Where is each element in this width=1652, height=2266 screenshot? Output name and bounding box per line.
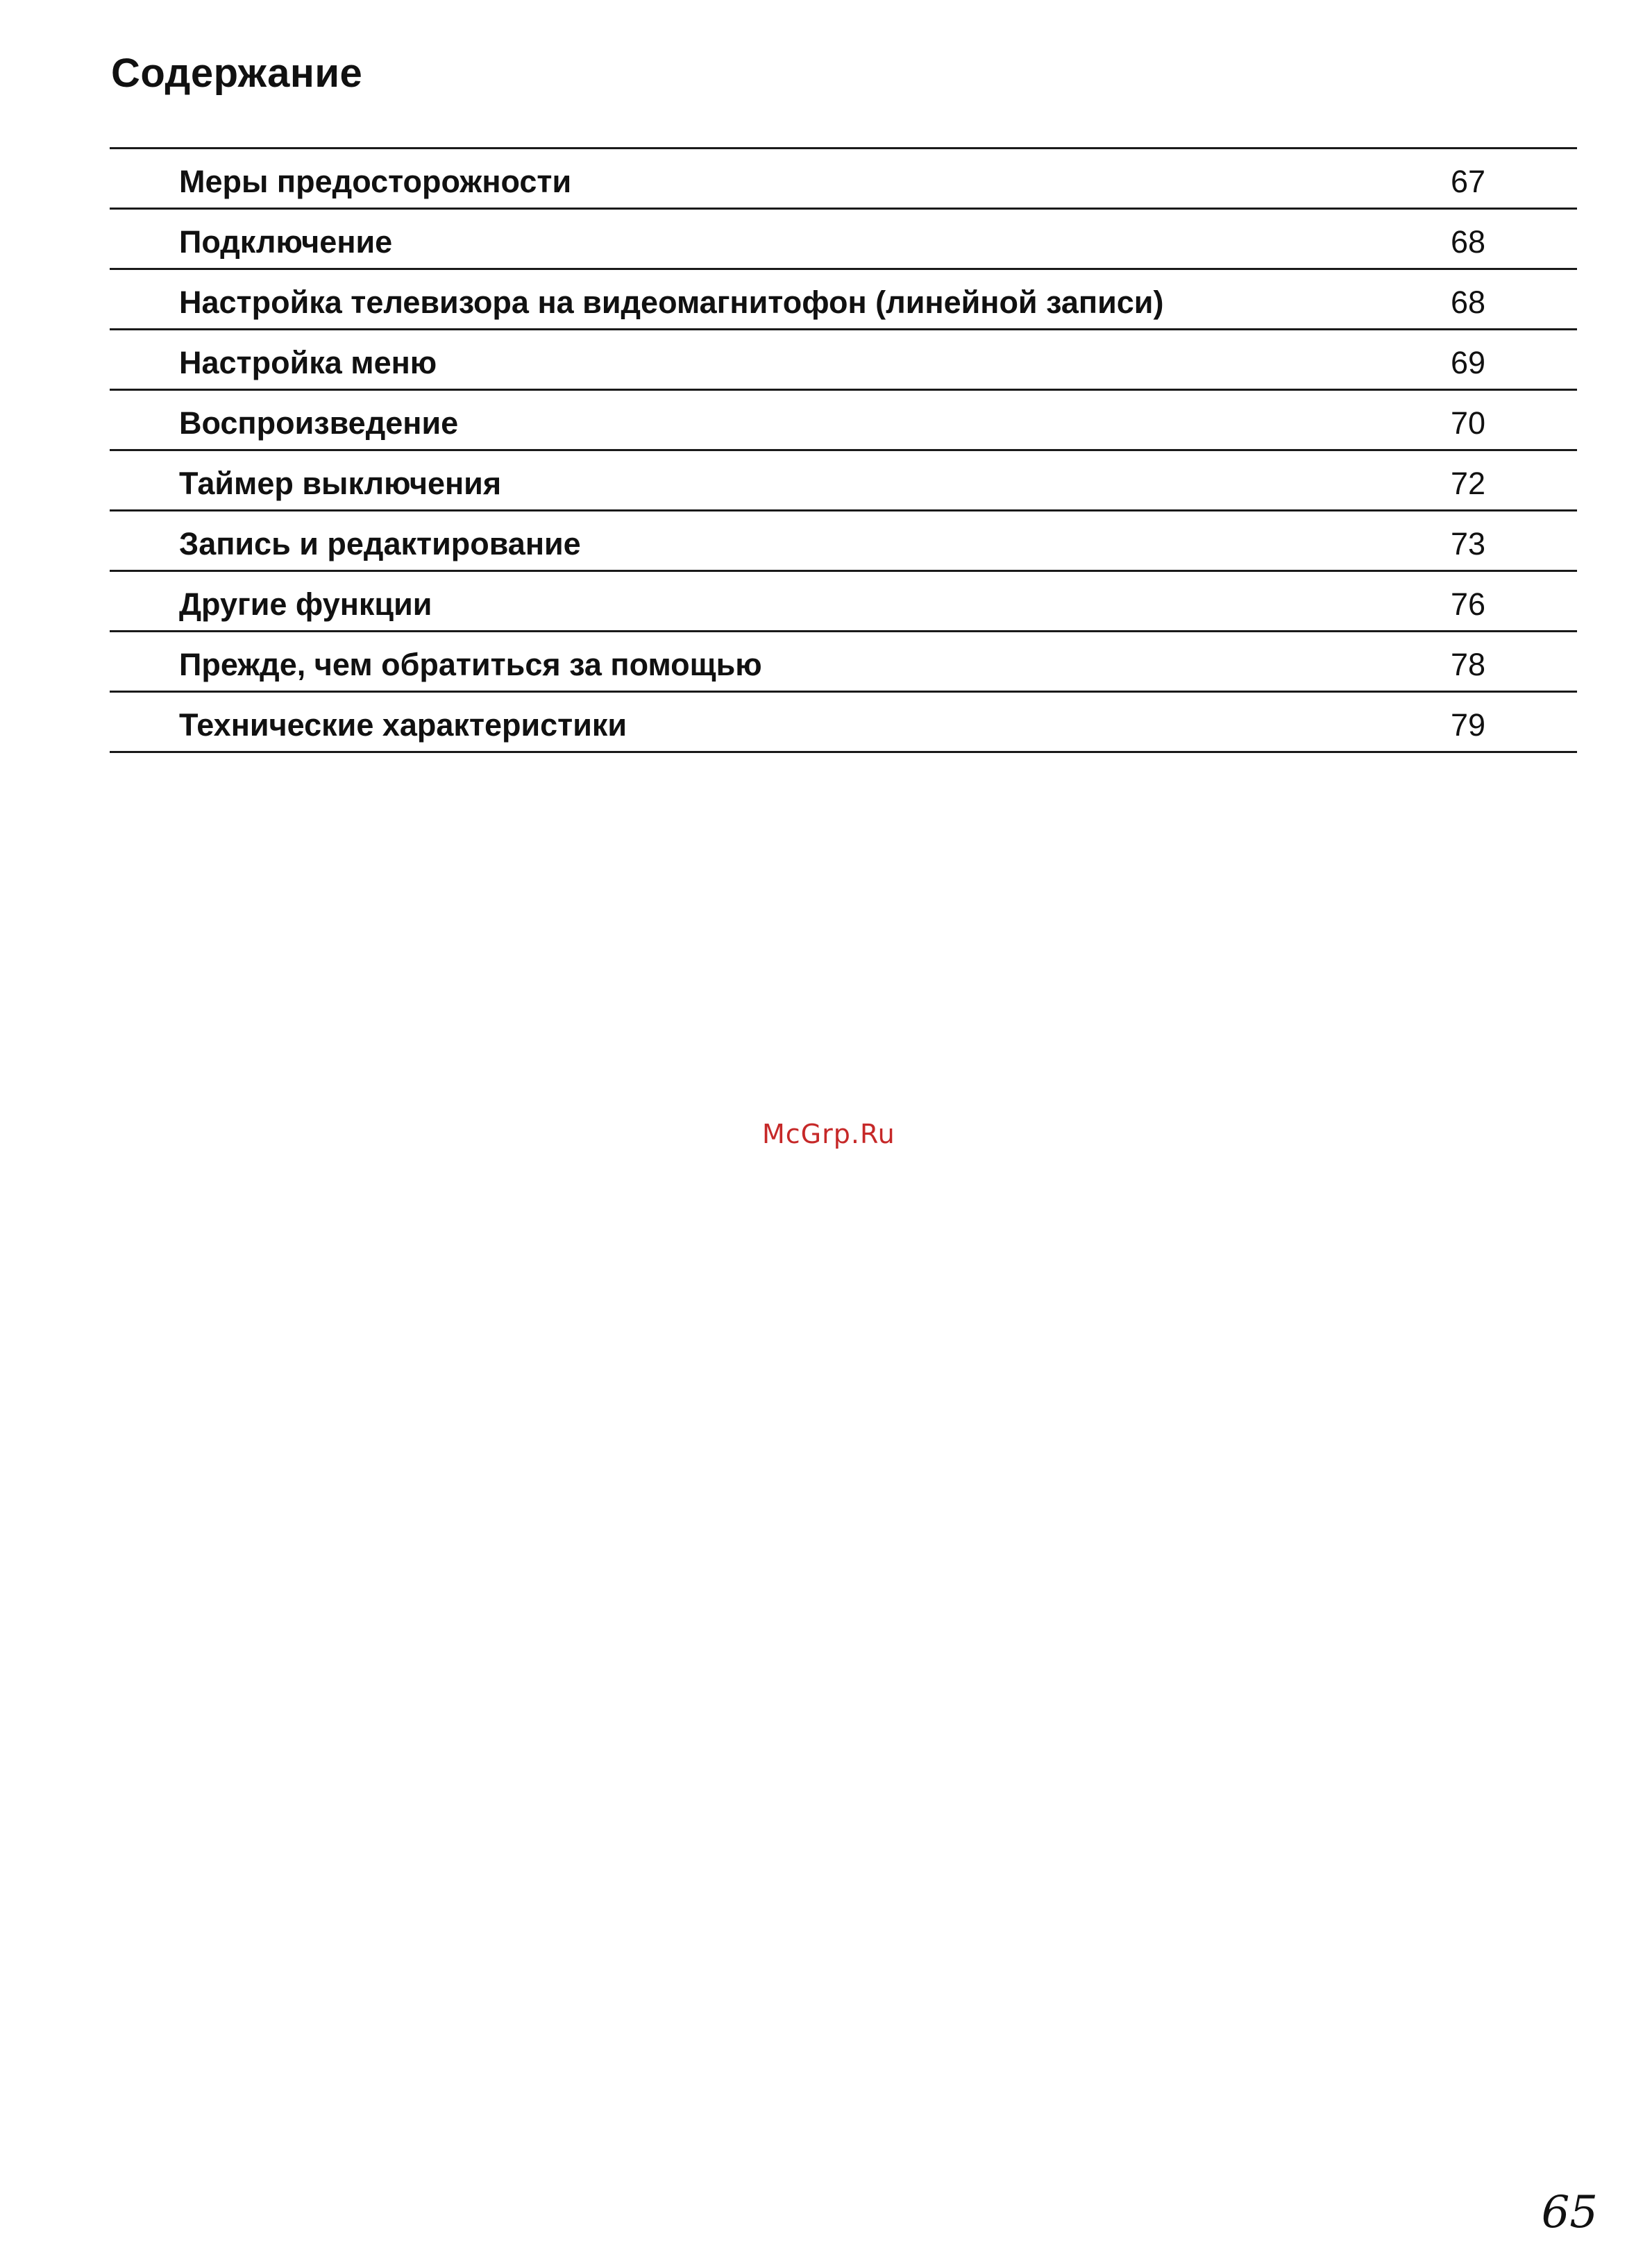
toc-entry-page: 70 (1450, 405, 1485, 441)
toc-row[interactable] (110, 572, 1577, 632)
toc-row[interactable] (110, 270, 1577, 330)
toc-entry-title: Настройка телевизора на видеомагнитофон (линейной записи) (179, 285, 1164, 320)
toc-row[interactable] (110, 391, 1577, 451)
toc-row[interactable] (110, 210, 1577, 270)
toc-row[interactable] (110, 632, 1577, 693)
toc-entry-title: Таймер выключения (179, 466, 502, 501)
toc-entry-page: 67 (1450, 164, 1485, 199)
toc-entry-page: 72 (1450, 466, 1485, 501)
toc-row[interactable] (110, 149, 1577, 210)
toc-entry-title: Подключение (179, 224, 393, 260)
toc-entry-page: 68 (1450, 224, 1485, 260)
toc-entry-title: Воспроизведение (179, 405, 459, 441)
toc-row[interactable] (110, 511, 1577, 572)
toc-entry-page: 79 (1450, 707, 1485, 743)
toc-row[interactable] (110, 451, 1577, 511)
toc-row[interactable] (110, 693, 1577, 753)
toc-entry-page: 68 (1450, 285, 1485, 320)
toc-entry-page: 76 (1450, 586, 1485, 622)
page-number: 65 (1541, 2187, 1598, 2238)
watermark: McGrp.Ru (762, 1119, 895, 1149)
page-title: Содержание (111, 51, 363, 96)
toc-entry-title: Настройка меню (179, 345, 437, 380)
toc-entry-title: Запись и редактирование (179, 526, 581, 561)
toc-entry-page: 78 (1450, 647, 1485, 682)
toc-entry-title: Другие функции (179, 586, 432, 622)
toc-entry-page: 69 (1450, 345, 1485, 380)
toc-row[interactable] (110, 330, 1577, 391)
toc-entry-title: Меры предосторожности (179, 164, 572, 199)
table-of-contents (110, 147, 1577, 753)
toc-entry-page: 73 (1450, 526, 1485, 561)
toc-entry-title: Прежде, чем обратиться за помощью (179, 647, 762, 682)
toc-entry-title: Технические характеристики (179, 707, 627, 743)
